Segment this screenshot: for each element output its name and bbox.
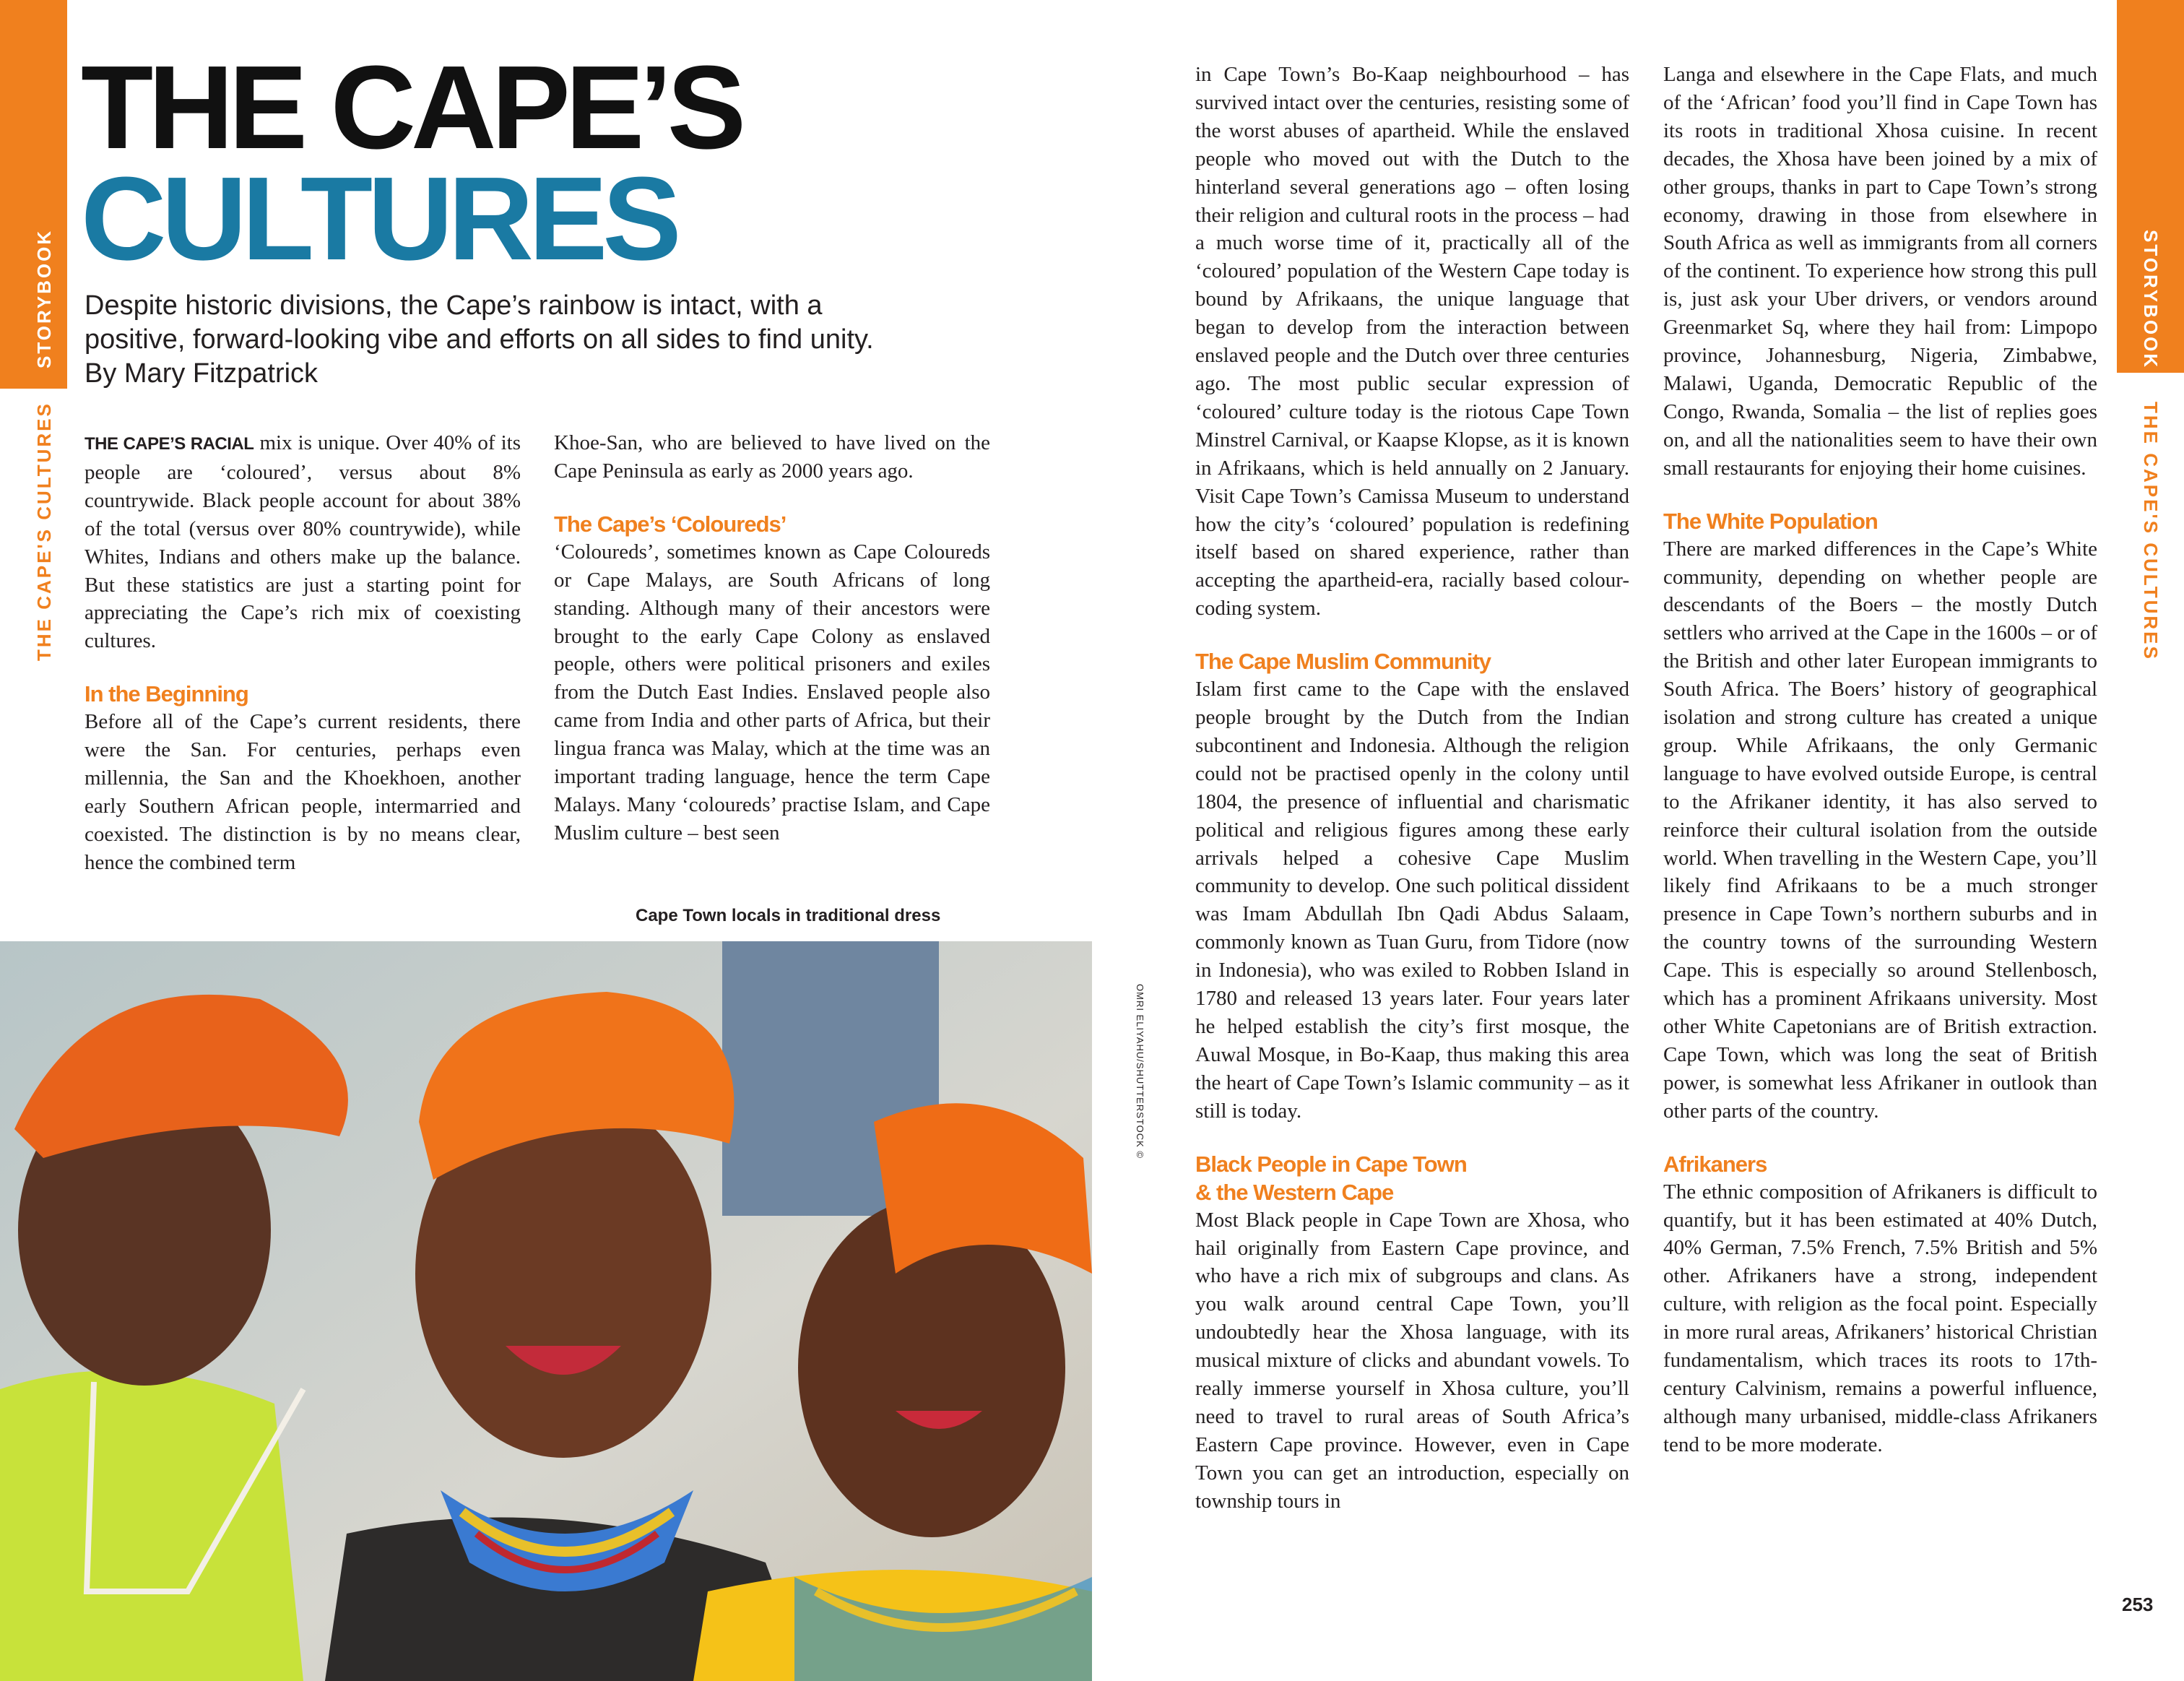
intro-paragraph [84,429,521,655]
heading-black-people-line-2: & the Western Cape [1195,1179,1394,1205]
photo-caption: Cape Town locals in traditional dress [636,906,941,925]
column-3 [1195,61,1629,1516]
left-section-label: STORYBOOK [33,228,55,368]
page-number: 253 [2122,1594,2154,1615]
left-chapter-label: THE CAPE'S CULTURES [33,402,55,661]
heading-white-population: The White Population [1663,508,1878,534]
headline-line-2: CULTURES [81,152,677,285]
paragraph-khoe-san: Khoe-San, who are believed to have lived on the Cape Peninsula as early as 2000 years ago. [554,431,990,483]
heading-black-people-line-1: Black People in Cape Town [1195,1151,1467,1177]
headline [81,41,742,285]
paragraph-afrikaners: The ethnic composition of Afrikaners is difficult to quantify, but it has been estimated at 40% Dutch, 40% German, 7.5% French, 7.5% British and 5% other. Afrikaners have a strong, independent culture, with religion as the focal point. Especially in more rural areas, Afrikaners’ historical Christian fundamentalism, which traces its roots to 17th-century Calvinism, remains a powerful influence, although many urbanised, middle-class Afrikaners tend to be more moderate. [1663,1180,2097,1456]
paragraph-white-population: There are marked differences in the Cape’s White community, depending on whether people are descendants of the Boers – the mostly Dutch settlers who arrived at the Cape in the 1600s – or of the British and other later European immigrants to South Africa. The Boers’ history of geographical isolation and strong culture has created a unique group. While Afrikaans, the only Germanic language to have evolved outside Europe, is central to the Afrikaner identity, it has also served to reinforce their cultural isolation from the outside world. When travelling in the Western Cape, you’ll likely find Afrikaans to be a much stronger presence in Cape Town’s northern suburbs and in the country towns of the surrounding Western Cape. This is especially so around Stellenbosch, which has a prominent Afrikaans university. Most other White Capetonians are of British extraction. Cape Town, which was long the seat of British power, is somewhat less Afrikaner in outlook than other parts of the country. [1663,537,2097,1123]
right-chapter-label: THE CAPE'S CULTURES [2140,402,2162,661]
paragraph-cape-muslim-community: Islam first came to the Cape with the enslaved people brought by the Dutch from the Indian subcontinent and Indonesia. Although the religion could not be practised openly in the colony until 1804, the presence of influential and charismatic political and religious figures among these early arrivals helped a cohesive Cape Muslim community to develop. One such political dissident was Imam Abdullah Ibn Qadi Abdus Salaam, commonly known as Tuan Guru, from Tidore (now in Indonesia), who was exiled to Robben Island in 1780 and released 13 years later. Four years later he helped establish the city’s first mosque, the Auwal Mosque, in Bo-Kaap, thus making this area the heart of Cape Town’s Islamic community – as it still is today. [1195,678,1629,1123]
heading-in-the-beginning: In the Beginning [84,681,248,707]
heading-afrikaners: Afrikaners [1663,1151,1767,1177]
paragraph-bo-kaap: in Cape Town’s Bo-Kaap neighbourhood – has survived intact over the centuries, resisting some of the worst abuses of apartheid. While the enslaved people who moved out with the Dutch to the hinterland several generations ago – often losing their religion and cultural roots in the process – had a much worse time of it, practically all of the ‘coloured’ population of the Western Cape today is bound by Afrikaans, the unique language that began to develop from the interaction between enslaved people and the Dutch over three centuries ago. The most public secular expression of ‘coloured’ culture today is the riotous Cape Town Minstrel Carnival, or Kaapse Klopse, as it is known in Afrikaans, which is held annually on 2 January. Visit Cape Town’s Camissa Museum to understand how the city’s ‘coloured’ population is redefining itself based on shared experience, rather than accepting the apartheid-era, racially based colour-coding system. [1195,63,1629,621]
photo-locals-traditional-dress [0,941,1092,1681]
paragraph-coloureds: ‘Coloureds’, sometimes known as Cape Coloureds or Cape Malays, are South Africans of long standing. Although many of their ancestors were brought to the early Cape Colony as enslaved people, others were political prisoners and exiles from the Dutch East Indies. Enslaved people also came from India and other parts of Africa, but their lingua franca was Malay, which at the time was an important trading language, hence the term Cape Malays. Many ‘coloureds’ practise Islam, and Cape Muslim culture – best seen [554,540,990,844]
photo-credit: OMRI ELIYAHU/SHUTTERSTOCK © [1135,984,1145,1159]
intro-leadin: THE CAPE’S RACIAL [84,434,254,454]
headline-line-1: THE CAPE’S [81,41,742,173]
heading-cape-muslim-community: The Cape Muslim Community [1195,649,1491,675]
paragraph-black-people: Most Black people in Cape Town are Xhosa, who hail originally from Eastern Cape province, and who have a rich mix of subgroups and clans. As you walk around central Cape Town, you’ll undoubtedly hear the Xhosa language, with its musical mixture of clicks and abundant vowels. To really immerse yourself in Xhosa culture, you’ll need to travel to rural areas of South Africa’s Eastern Cape province. However, even in Cape Town you can get an introduction, especially on township tours in [1195,1208,1629,1513]
right-section-label: STORYBOOK [2140,230,2162,370]
photo-illustration [0,941,1092,1681]
paragraph-in-the-beginning: Before all of the Cape’s current residents, there were the San. For centuries, perhaps even millennia, the San and the Khoekhoen, another early Southern African people, intermarried and coexisted. The distinction is by no means clear, hence the combined term [84,710,521,874]
intro-text: mix is unique. Over 40% of its people are ‘coloured’, versus about 8% countrywide. Black people account for about 38% of the total (versus over 80% countrywide), while Whites, Indians and others make up the balance. But these statistics are just a starting point for appreciating the Cape’s rich mix of coexisting cultures. [84,431,521,653]
column-4 [1663,61,2097,1459]
standfirst: Despite historic divisions, the Cape’s rainbow is intact, with a positive, forward-looking vibe and efforts on all sides to find unity. By Mary Fitzpatrick [84,290,874,389]
heading-coloureds: The Cape’s ‘Coloureds’ [554,511,786,537]
column-2 [554,429,990,847]
paragraph-langa: Langa and elsewhere in the Cape Flats, and much of the ‘African’ food you’ll find in Cape Town has its roots in traditional Xhosa cuisine. In recent decades, the Xhosa have been joined by a mix of other groups, thanks in part to Cape Town’s strong economy, drawing in those from elsewhere in South Africa as well as immigrants from all corners of the continent. To experience how strong this pull is, just ask your Uber drivers, or vendors around Greenmarket Sq, where they hail from: Limpopo province, Johannesburg, Nigeria, Zimbabwe, Malawi, Uganda, Democratic Republic of the Congo, Rwanda, Somalia – the list of replies goes on, and all the nationalities seem to have their own small restaurants for enjoying their home cuisines. [1663,63,2097,480]
column-1 [84,429,521,877]
